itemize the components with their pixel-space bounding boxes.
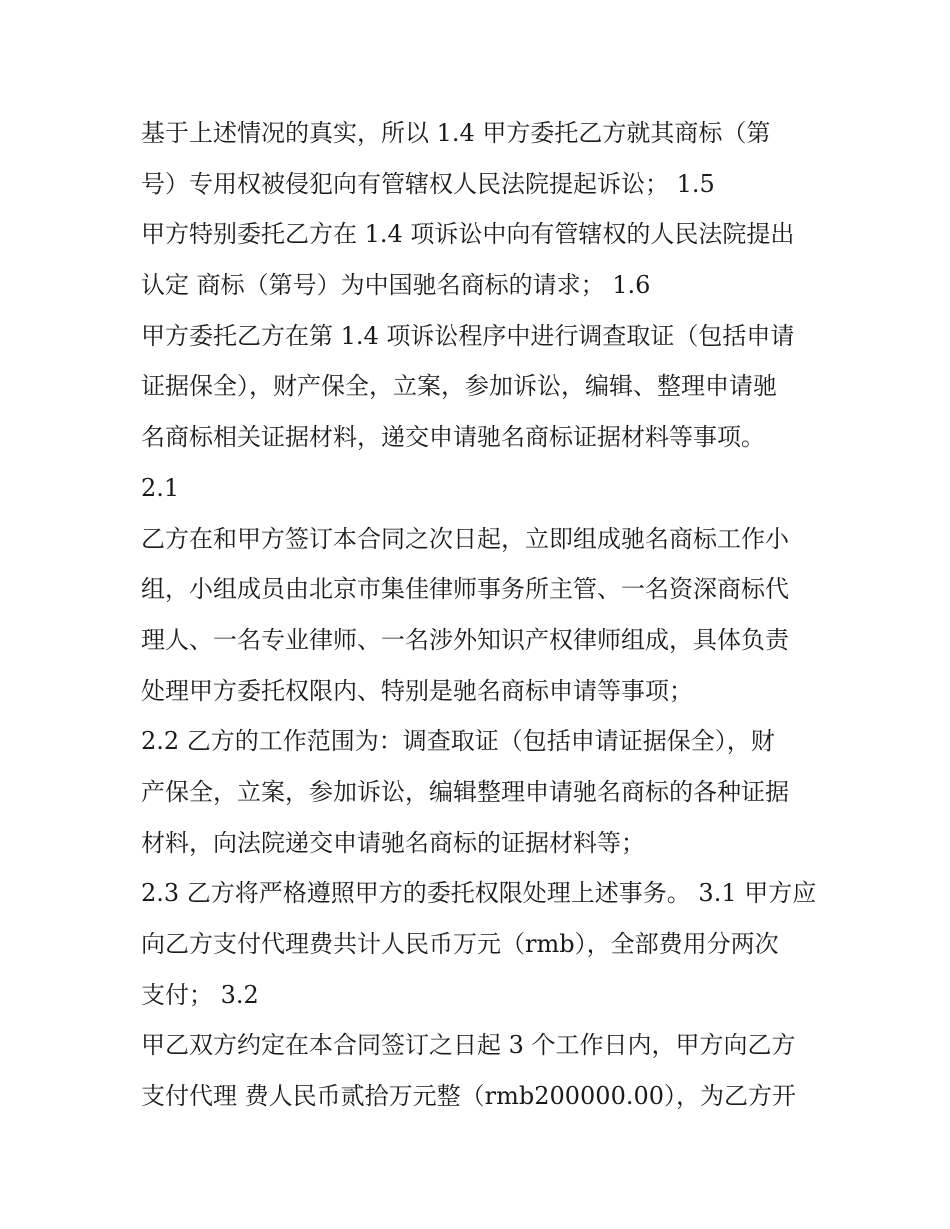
text-line: 甲方特别委托乙方在 1.4 项诉讼中向有管辖权的人民法院提出	[141, 220, 795, 249]
text-line: 证据保全），财产保全，立案，参加诉讼，编辑、整理申请驰	[141, 372, 777, 401]
section-number: 2.1	[141, 473, 180, 502]
text-line: 名商标相关证据材料，递交申请驰名商标证据材料等事项。	[141, 423, 765, 452]
text-line: 材料，向法院递交申请驰名商标的证据材料等；	[141, 828, 645, 857]
text-line: 组，小组成员由北京市集佳律师事务所主管、一名资深商标代	[141, 575, 789, 604]
text-line: 理人、一名专业律师、一名涉外知识产权律师组成，具体负责	[141, 625, 789, 654]
text-line: 支付代理 费人民币贰拾万元整（rmb200000.00），为乙方开	[141, 1082, 797, 1111]
text-line: 向乙方支付代理费共计人民币万元（rmb），全部费用分两次	[141, 930, 779, 958]
document-body	[141, 108, 831, 1122]
text-line: 支付； 3.2	[141, 980, 259, 1009]
text-line: 号）专用权被侵犯向有管辖权人民法院提起诉讼； 1.5	[141, 169, 715, 198]
text-line: 基于上述情况的真实，所以 1.4 甲方委托乙方就其商标（第	[141, 119, 771, 147]
text-line: 处理甲方委托权限内、特别是驰名商标申请等事项；	[141, 676, 693, 705]
text-line: 认定 商标（第号）为中国驰名商标的请求； 1.6	[141, 271, 651, 300]
text-line: 甲乙双方约定在本合同签订之日起 3 个工作日内，甲方向乙方	[141, 1031, 796, 1060]
text-line: 2.2 乙方的工作范围为：调查取证（包括申请证据保全），财	[141, 727, 775, 756]
text-line: 乙方在和甲方签订本合同之次日起，立即组成驰名商标工作小	[141, 524, 789, 553]
text-line: 产保全，立案，参加诉讼，编辑整理申请驰名商标的各种证据	[141, 777, 789, 806]
text-line: 甲方委托乙方在第 1.4 项诉讼程序中进行调查取证（包括申请	[141, 321, 795, 350]
text-line: 2.3 乙方将严格遵照甲方的委托权限处理上述事务。 3.1 甲方应	[141, 879, 817, 908]
